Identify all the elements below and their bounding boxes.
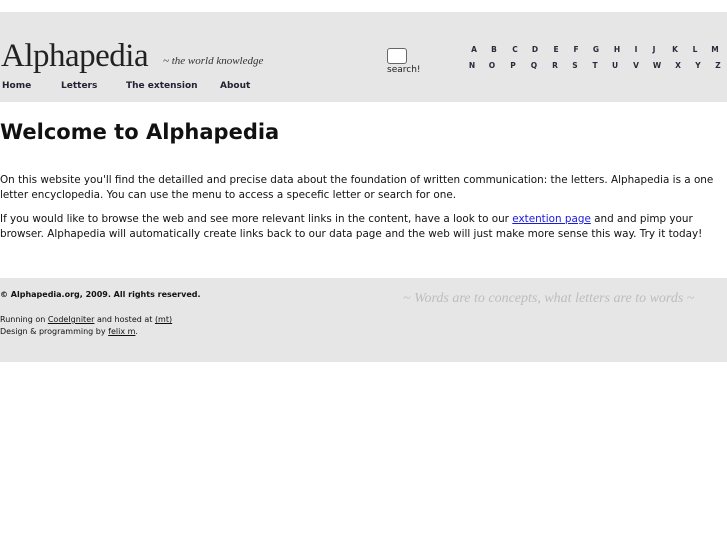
letter-link-g[interactable]: G (592, 45, 600, 54)
extension-paragraph (0, 212, 727, 241)
host-link[interactable]: (mt) (154, 315, 173, 324)
search-input[interactable] (387, 48, 407, 64)
letter-link-r[interactable]: R (552, 61, 558, 70)
letter-link-y[interactable]: Y (695, 61, 701, 70)
letter-link-l[interactable]: L (692, 45, 698, 54)
nav-letters[interactable]: Letters (61, 81, 98, 91)
hosting-credit (0, 315, 172, 324)
letter-link-n[interactable]: N (468, 61, 476, 70)
design-period: . (135, 327, 138, 336)
design-credit (0, 327, 138, 336)
letter-link-u[interactable]: U (611, 61, 619, 70)
copyright-notice: © Alphapedia.org, 2009. All rights reserved. (0, 290, 201, 299)
search-button[interactable]: search! (387, 65, 421, 75)
running-on-text: Running on (0, 315, 48, 324)
codeigniter-link[interactable]: CodeIgniter (47, 315, 95, 324)
letter-link-c[interactable]: C (512, 45, 518, 54)
letter-link-i[interactable]: I (634, 45, 638, 54)
intro-paragraph: On this website you'll find the detailled and precise data about the foundation of written communication: the letters. Alphapedia is a one letter encyclopedia. You can use the menu to access a specefic letter or search for one. (0, 174, 714, 201)
letter-link-t[interactable]: T (592, 61, 598, 70)
letter-link-w[interactable]: W (652, 61, 662, 70)
site-logo[interactable]: Alphapedia (1, 38, 149, 74)
letter-link-f[interactable]: F (573, 45, 579, 54)
letter-link-b[interactable]: B (491, 45, 497, 54)
site-footer (0, 278, 727, 362)
letter-link-q[interactable]: Q (530, 61, 538, 70)
hosted-at-text: and hosted at (94, 315, 155, 324)
letter-link-j[interactable]: J (652, 45, 656, 54)
extension-text-before: If you would like to browse the web and see more relevant links in the content, have a look to our (0, 213, 513, 225)
letter-link-z[interactable]: Z (715, 61, 721, 70)
author-link[interactable]: felix m (108, 327, 136, 336)
extension-text-after: and and pimp your browser. Alphapedia will automatically create links back to our data page and the web will just make more sense this way. Try it today! (0, 213, 703, 240)
nav-the-extension[interactable]: The extension (126, 81, 198, 91)
letter-link-s[interactable]: S (572, 61, 578, 70)
letter-link-d[interactable]: D (531, 45, 539, 54)
page-title: Welcome to Alphapedia (0, 120, 280, 144)
letter-link-v[interactable]: V (633, 61, 639, 70)
footer-quote: ~ Words are to concepts, what letters are to words ~ (403, 291, 695, 306)
letter-link-e[interactable]: E (553, 45, 559, 54)
letter-link-h[interactable]: H (613, 45, 621, 54)
design-by-text: Design & programming by (0, 327, 109, 336)
site-tagline: ~ the world knowledge (163, 55, 264, 67)
letter-link-a[interactable]: A (471, 45, 477, 54)
letter-link-k[interactable]: K (672, 45, 678, 54)
letter-link-o[interactable]: O (488, 61, 496, 70)
letter-link-m[interactable]: M (711, 45, 719, 54)
letter-link-x[interactable]: X (675, 61, 681, 70)
nav-home[interactable]: Home (2, 81, 32, 91)
extension-page-link[interactable]: extention page (512, 213, 591, 225)
nav-about[interactable]: About (220, 81, 251, 91)
letter-link-p[interactable]: P (510, 61, 516, 70)
site-header (0, 12, 727, 102)
